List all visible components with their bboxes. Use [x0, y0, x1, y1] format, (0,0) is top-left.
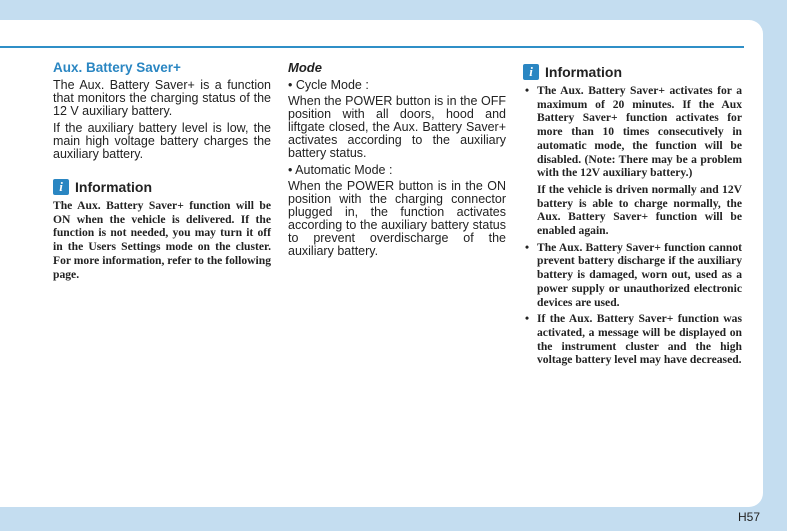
bullet-text: • The Aux. Battery Saver+ activates for a maximum of 20 minutes. If the Aux Battery Saver+ function activates for more than 10 times consecutively in automatic mode, the function will be disabled. (Note: There may be a problem with the 12V auxiliary battery.): [537, 84, 742, 180]
charging-paragraph: If the auxiliary battery level is low, the main high voltage battery charges the auxiliary battery.: [53, 121, 271, 161]
automatic-mode-label: • Automatic Mode :: [288, 163, 393, 177]
info-note: The Aux. Battery Saver+ function will be ON when the vehicle is delivered. If the function is not needed, you may turn it off in the Users Settings mode on the cluster. For more information, refer to the following page.: [53, 199, 271, 281]
page-number: H57: [738, 510, 761, 524]
info-title-right: Information: [545, 64, 622, 80]
middle-column: [288, 60, 506, 262]
automatic-mode-text: When the POWER button is in the ON position with the charging connector plugged in, the function activates according to the auxiliary battery status to prevent overdischarge of the auxiliary battery.: [288, 179, 506, 258]
info-icon: i: [53, 179, 69, 195]
section-title: Aux. Battery Saver+: [53, 60, 181, 75]
right-column: [523, 60, 742, 370]
list-item: [523, 312, 742, 367]
info-heading: [53, 179, 271, 195]
info-title: Information: [75, 179, 152, 195]
bullet-followup-text: If the vehicle is driven normally and 12V battery is able to charge normally, the Aux. Battery Saver+ function will be enabled again.: [537, 182, 742, 238]
mode-title: Mode: [288, 60, 322, 75]
cycle-mode-label: • Cycle Mode :: [288, 78, 369, 92]
bullet-text: • The Aux. Battery Saver+ function cannot prevent battery discharge if the auxiliary battery is damaged, worn out, used as a power supply or unauthorized electronic devices are used.: [537, 240, 742, 309]
info-heading-right: [523, 64, 742, 80]
left-column: [53, 60, 271, 281]
list-item: [523, 241, 742, 310]
bullet-text: • If the Aux. Battery Saver+ function was activated, a message will be displayed on the instrument cluster and the high voltage battery level may have decreased.: [537, 312, 742, 367]
header-rule: [0, 46, 744, 48]
list-item: [523, 84, 742, 238]
cycle-mode-text: When the POWER button is in the OFF position with all doors, hood and liftgate closed, the Aux. Battery Saver+ activates according to the auxiliary battery status.: [288, 94, 506, 160]
intro-paragraph: The Aux. Battery Saver+ is a function that monitors the charging status of the 12 V auxiliary battery.: [53, 78, 271, 118]
info-icon: i: [523, 64, 539, 80]
info-bullet-list: [523, 84, 742, 367]
